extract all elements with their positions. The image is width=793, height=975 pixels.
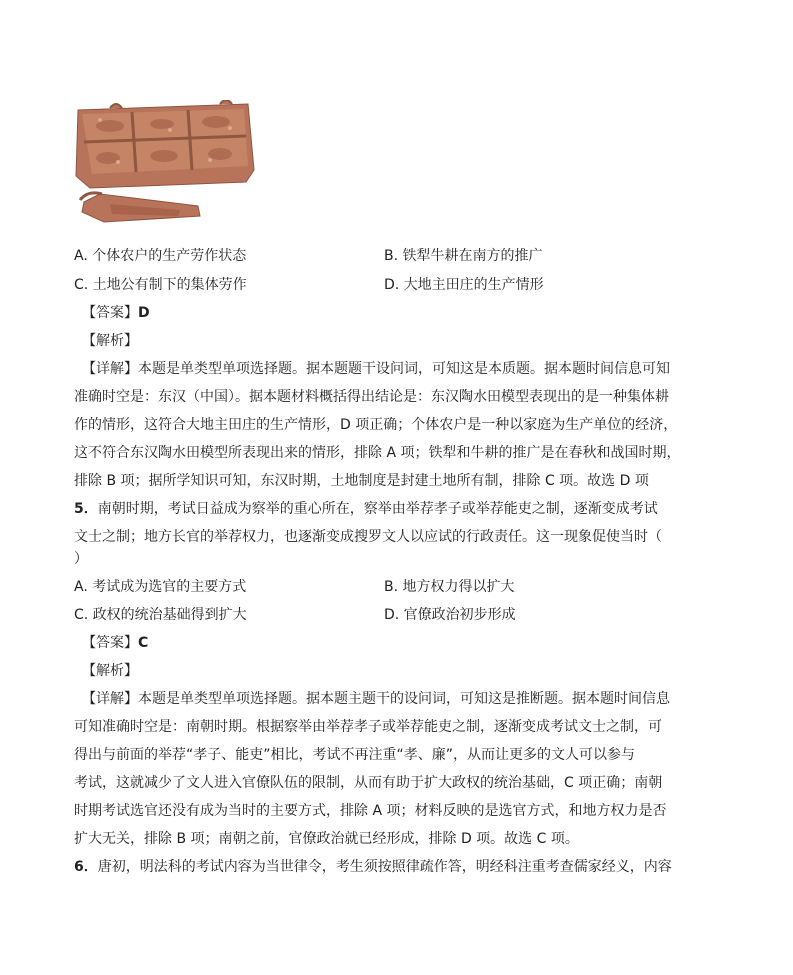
q4-detail-line-3: 作的情形，这符合大地主田庄的生产情形，D 项正确；个体农户是一种以家庭为生产单位的经济， <box>74 417 678 433</box>
detail-text: 本题是单类型单项选择题。据本题题干设问词，可知这是本质题。据本题时间信息可知 <box>138 361 670 377</box>
detail-label: 【详解】 <box>82 691 138 707</box>
stem-text: 唐初，明法科的考试内容为当世律令，考生须按照律疏作答，明经科注重考查儒家经义，内容 <box>97 859 672 875</box>
q5-detail-line-2: 可知准确时空是：南朝时期。根据察举由举荐孝子或举荐能吏之制，逐渐变成考试文士之制，可 <box>74 719 662 735</box>
answer-label: 【答案】 <box>82 635 138 651</box>
question-number: 6． <box>74 859 98 875</box>
q4-answer <box>82 303 150 323</box>
q4-detail-line-1 <box>82 359 670 379</box>
q5-stem-line-1 <box>74 499 658 519</box>
q5-detail-line-4: 考试，这就减少了文人进入官僚队伍的限制，从而有助于扩大政权的统治基础，C 项正确；南朝 <box>74 775 663 791</box>
q4-detail-line-5: 排除 B 项；据所学知识可知，东汉时期，土地制度是封建土地所有制，排除 C 项。故选 D 项 <box>74 473 649 489</box>
detail-label: 【详解】 <box>82 361 138 377</box>
q5-detail-line-3: 得出与前面的举荐“孝子、能吏”相比，考试不再注重“孝、廉”，从而让更多的文人可以参与 <box>74 747 636 763</box>
q4-option-c: C. 土地公有制下的集体劳作 <box>74 277 247 293</box>
q5-detail-line-5: 时期考试选官还没有成为当时的主要方式，排除 A 项；材料反映的是选官方式，和地方权力是否 <box>74 803 667 819</box>
q5-detail-line-1 <box>82 689 670 709</box>
q5-option-c: C. 政权的统治基础得到扩大 <box>74 607 247 623</box>
q6-stem-line-1 <box>74 857 672 877</box>
q4-option-a: A. 个体农户的生产劳作状态 <box>74 248 247 264</box>
q4-detail-line-4: 这不符合东汉陶水田模型所表现出来的情形，排除 A 项；铁犁和牛耕的推广是在春秋和战国时期， <box>74 445 681 461</box>
q5-answer <box>82 633 148 653</box>
question-number: 5． <box>74 501 98 517</box>
detail-text: 本题是单类型单项选择题。据本题主题干的设问词，可知这是推断题。据本题时间信息 <box>138 691 670 707</box>
q4-option-b: B. 铁犁牛耕在南方的推广 <box>384 248 543 264</box>
q5-detail-line-6: 扩大无关，排除 B 项；南朝之前，官僚政治就已经形成，排除 D 项。故选 C 项。 <box>74 831 579 847</box>
answer-label: 【答案】 <box>82 305 138 321</box>
q5-option-d: D. 官僚政治初步形成 <box>384 607 516 623</box>
q4-analysis-label: 【解析】 <box>82 333 138 349</box>
q5-option-b: B. 地方权力得以扩大 <box>384 579 515 595</box>
q4-detail-line-2: 准确时空是：东汉（中国）。据本题材料概括得出结论是：东汉陶水田模型表现出的是一种集体耕 <box>74 389 669 405</box>
q5-stem-line-2: 文士之制；地方长官的举荐权力，也逐渐变成搜罗文人以应试的行政责任。这一现象促使当时（ <box>74 529 662 545</box>
pottery-model-illustration <box>70 100 260 230</box>
q5-analysis-label: 【解析】 <box>82 663 138 679</box>
answer-value: C <box>138 635 149 651</box>
q5-option-a: A. 考试成为选官的主要方式 <box>74 579 247 595</box>
q5-stem-line-3: ） <box>74 551 88 567</box>
q4-option-d: D. 大地主田庄的生产情形 <box>384 277 544 293</box>
answer-value: D <box>138 305 150 321</box>
pottery-paddy-field-model-image <box>70 100 260 230</box>
stem-text: 南朝时期，考试日益成为察举的重心所在，察举由举荐孝子或举荐能吏之制，逐渐变成考试 <box>97 501 658 517</box>
